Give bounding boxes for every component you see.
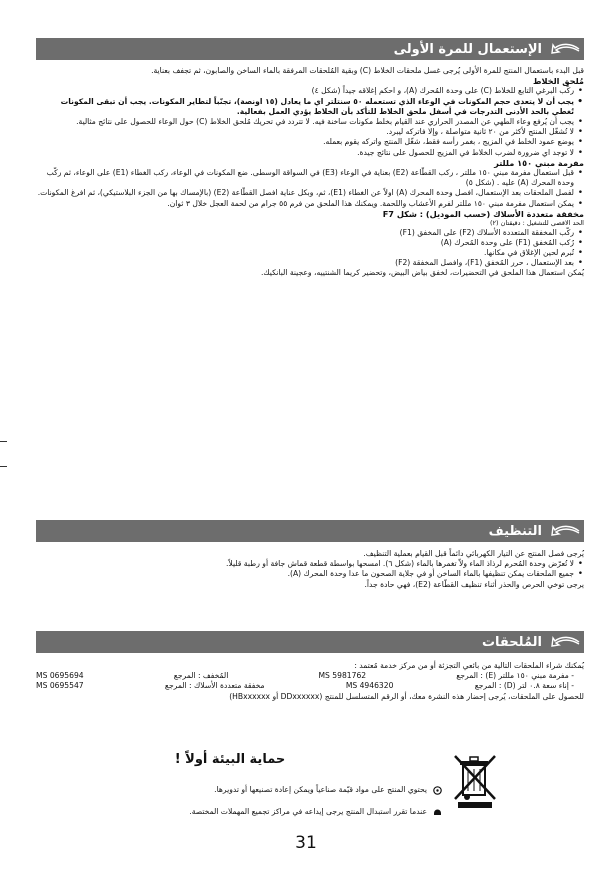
first-use-title: الإستعمال للمرة الأولى <box>393 41 542 57</box>
chopper-list <box>36 168 584 209</box>
list-item: • يوضع عمود الخلط في المزيج ، بغمر رأسه فقط، شغّل المنتج واتركه يقوم بعمله. <box>36 137 574 147</box>
list-item: • لا توجد اي ضرورة لضرب الخلاط في المزيج للحصول على نتائج جيدة. <box>36 148 574 158</box>
environment-title: حماية البيئة أولاً ! <box>174 752 286 767</box>
cleaning-body <box>36 549 584 590</box>
environment-text: عندما تقرر استبدال المنتج يرجى إيداعه في مراكز تجميع المهملات المختصة. <box>189 807 427 816</box>
chopper-heading: مفرمة مبني ١٥٠ مللتر <box>494 157 584 168</box>
accessory-row <box>36 671 584 681</box>
accessory-ref: MS 5981762 <box>318 671 367 681</box>
list-item: • ركّب المخفقة المتعددة الأسلاك (F2) على المخفق (F1) <box>36 228 574 238</box>
environment-line <box>142 807 442 817</box>
accessory-ref: MS 0695694 <box>36 671 84 681</box>
crossed-out-bin-icon <box>452 753 498 809</box>
accessories-body <box>36 661 584 702</box>
first-use-banner <box>36 38 584 60</box>
list-item: • بعد الإستعمال ، حرر المُخفق (F1)، وافصل المخفقة (F2) <box>36 258 574 268</box>
accessory-row <box>36 681 584 691</box>
list-item: • جميع الملحقات يمكن تنظيفها بالماء الساخن أو في جلاية الصحون ما عدا وحدة المحرك (A). <box>36 569 574 579</box>
accessories-outro: للحصول على الملحقات، يُرجى إحضار هذه النشرة معك، أو الرقم المتسلسل للمنتج (DDxxxxxx أو HBxxxxxx) <box>229 691 584 701</box>
accessory-name: - مفرمة مبني ١٥٠ مللتر (E) : المرجع <box>456 671 574 681</box>
whisk-list <box>36 228 584 269</box>
environment-line <box>142 785 442 795</box>
accessory-name: المُخفف : المرجع <box>173 671 229 681</box>
list-item: • لفصل الملحقات بعد الإستعمال، افصل وحدة المحرك (A) اولاً عن الغطاء (E1)، ثم، وبكل عناية افصل القطّاعة (E2) (بالإمساك بها من الجزء البلاستيكي)، ثم افرغ المكونات. <box>36 188 574 198</box>
mixer-list <box>36 86 584 157</box>
list-item: • يمكن استعمال مفرمة مبني ١٥٠ مللتر لفرم الأعشاب واللحمة. ويمكنك هذا الملحق من فرم ٥٥ جرام من لحمة العجل خلال ٣ ثوان. <box>36 199 574 209</box>
list-item: • لا تُشغّل المنتج لأكثر من ٢٠ ثانية متواصلة ، وإلا فاتركه ليبرد. <box>36 127 574 137</box>
whisk-note: الحد الاقصى للتشغيل : دقيقتان (٢) <box>489 219 584 228</box>
arrow-icon <box>548 520 584 542</box>
arrow-icon <box>548 38 584 60</box>
accessories-title: المُلحقات <box>481 634 542 650</box>
accessory-ref: MS 4946320 <box>345 681 394 691</box>
whisk-outro: يُمكن استعمال هذا الملحق في التحضيرات، لخفق بياض البيض، وتحضير كريما الشنتييه، وعجينة البانكيك. <box>260 268 584 278</box>
arrow-icon <box>548 631 584 653</box>
whisk-heading: مخفقة متعددة الأسلاك (حسب الموديل) : شكل F7 <box>382 208 584 219</box>
cleaning-outro: يرجى توخي الحرص والحذر أثناء تنظيف القطّاعة (E2)، فهي حادة جداً. <box>364 579 584 589</box>
accessories-banner <box>36 631 584 653</box>
accessories-intro: يُمكنك شراء الملحقات التالية من بائعي التجزئة أو من مركز خدمة مُعتمد : <box>354 661 584 670</box>
page-number: 31 <box>295 833 317 853</box>
cleaning-banner <box>36 520 584 542</box>
list-item: • رُكب المُخفق (F1) على وحدة المُحرك (A) <box>36 238 574 248</box>
first-use-intro: قبل البدء باستعمال المنتج للمرة الأولى يُرجى غسل ملحقات الخلاط (C) وبقية المُلحقات المرفقة بالماء الساخن والصابون، ثم تجفف بعناية. <box>151 66 584 75</box>
accessory-name: مخفقة متعددة الأسلاك : المرجع <box>164 681 265 691</box>
accessory-ref: MS 0695547 <box>36 681 84 691</box>
mixer-heading: مُلحق الخلاط <box>532 76 584 87</box>
margin-mark <box>0 466 7 467</box>
list-item: • يجب أن لا يتعدى حجم المكونات في الوعاء الذي تستعمله ٥٠ سنتلتر اي ما يعادل (١٥ اونصة)، تجنّباً لتطاير المكونات. يجب أن تبقى المكونات تُغطي بالحد الأدنى التدرجات في أسفل ملحق الخلاط للتأكد بأن الخلاط يؤدي العمل بفعالية. <box>36 97 574 117</box>
cleaning-list <box>36 559 584 579</box>
accessory-name: - إناء سعة ٠.٨ لتر (D) : المرجع <box>474 681 574 691</box>
environment-text: يحتوي المنتج على مواد قيّمة صناعياً ويمكن إعادة تصنيعها أو تدويرها. <box>214 785 427 794</box>
list-item: • لا تُعرّض وحدة المُحرم لرذاذ الماء ولاّ تغمرها بالماء (شكل ٦). امسحها بواسطة قطعة قماش جافة أو رطبة قليلاً. <box>36 559 574 569</box>
disposal-icon <box>433 808 442 817</box>
recycle-icon <box>433 786 442 795</box>
margin-mark <box>0 441 7 442</box>
first-use-body <box>36 66 584 279</box>
list-item: • يجب أن يُرفع وعاء الطهي عن المصدر الحراري عند القيام بخلط مكونات ساخنة فيه. لا تتردد في تحريك مُلحق الخلاط (C) حول الوعاء للحصول على نتائج مثالية. <box>36 117 574 127</box>
cleaning-intro: يُرجى فصل المنتج عن التيار الكهربائي دائماً قبل القيام بعملية التنظيف. <box>363 549 584 558</box>
cleaning-title: التنظيف <box>488 523 542 539</box>
list-item: • ركّب البرغي التابع للخلاط (C) على وحدة المُحرك (A)، و احكم إغلاقه جيداً (شكل ٤) <box>36 86 574 96</box>
list-item: • قبل استعمال مفرمة مبني ١٥٠ مللتر ، ركب القطّاعة (E2) بعناية في الوعاء (E3) في السواقة الوسطى. ضع المكونات في الوعاء، ركب الغطاء (E1) على الوعاء، ثم ركّب وحدة المحرك (A) عليه . (شكل ٥) <box>36 168 574 188</box>
list-item: • تُبرم لحين الإغلاق في مكانها. <box>36 248 574 258</box>
